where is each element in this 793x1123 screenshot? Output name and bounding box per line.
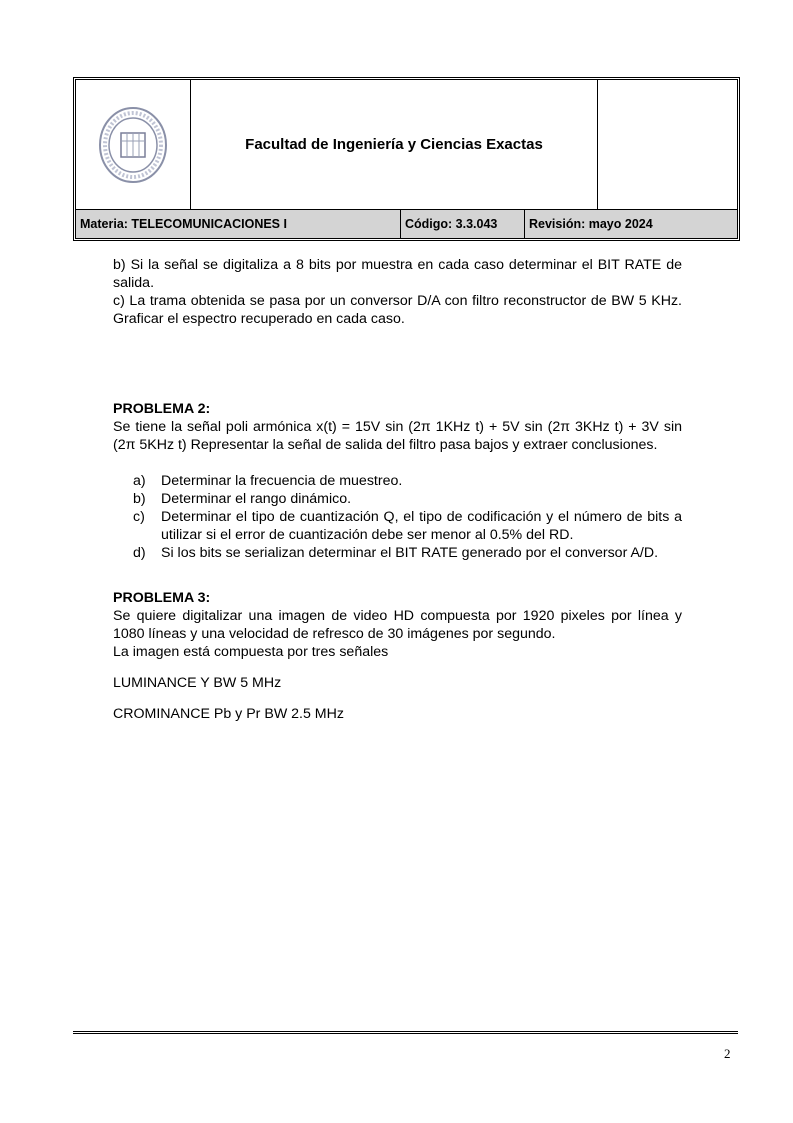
list-item [133,472,682,490]
list-text: Determinar el rango dinámico. [161,491,352,507]
problem-3-text: Se quiere digitalizar una imagen de video HD compuesta por 1920 pixeles por línea y 1080 líneas y una velocidad de refresco de 30 imágenes por segundo. [113,608,682,642]
page-number: 2 [724,1046,731,1061]
header-blank-cell [598,80,737,209]
paragraph-b: b) Si la señal se digitaliza a 8 bits por muestra en cada caso determinar el BIT RATE de salida. [113,257,682,291]
list-item [133,490,682,508]
problem-2-heading: PROBLEMA 2: [113,401,211,417]
list-marker: b) [133,491,146,507]
seal-icon [97,105,169,185]
list-marker: c) [133,509,145,525]
university-seal-logo [76,80,191,209]
footer-rule [73,1031,738,1034]
subject-label: Materia: TELECOMUNICACIONES I [76,209,401,238]
document-body [113,256,682,723]
list-marker: a) [133,473,146,489]
problem-2-text: Se tiene la señal poli armónica x(t) = 15V sin (2π 1KHz t) + 5V sin (2π 3KHz t) + 3V sin (2π 5KHz t) Representar la señal de salida del filtro pasa bajos y extraer conclusiones. [113,419,682,453]
header-table [73,77,740,241]
list-text: Determinar la frecuencia de muestreo. [161,473,403,489]
problem-3-heading: PROBLEMA 3: [113,590,211,606]
list-text: Si los bits se serializan determinar el BIT RATE generado por el conversor A/D. [161,545,659,561]
crominance-line: CROMINANCE Pb y Pr BW 2.5 MHz [113,706,344,722]
revision-label: Revisión: mayo 2024 [525,209,737,238]
problem-3-text-2: La imagen está compuesta por tres señales [113,644,389,660]
paragraph-c: c) La trama obtenida se pasa por un conversor D/A con filtro reconstructor de BW 5 KHz. Graficar el espectro recuperado en cada caso. [113,293,682,327]
faculty-title: Facultad de Ingeniería y Ciencias Exactas [191,80,598,209]
list-item [133,508,682,544]
problem-2-list [113,472,682,562]
code-label: Código: 3.3.043 [401,209,525,238]
list-marker: d) [133,545,146,561]
luminance-line: LUMINANCE Y BW 5 MHz [113,675,282,691]
list-item [133,544,682,562]
list-text: Determinar el tipo de cuantización Q, el tipo de codificación y el número de bits a utilizar si el error de cuantización debe ser menor al 0.5% del RD. [161,509,682,543]
